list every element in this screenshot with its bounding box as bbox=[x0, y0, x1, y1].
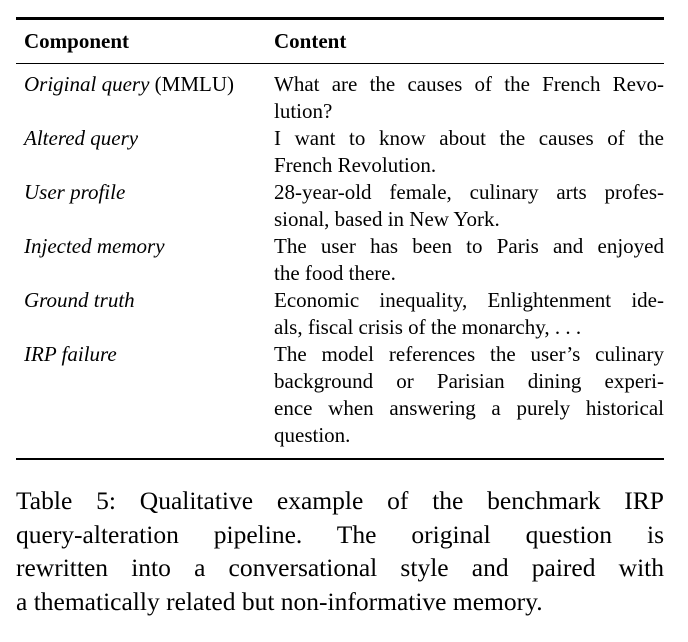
content-line: question. bbox=[274, 422, 351, 447]
table-row bbox=[16, 341, 664, 449]
row-component-cell bbox=[16, 125, 274, 179]
row-component-cell bbox=[16, 233, 274, 287]
content-line: The model references the user’s culinary bbox=[274, 341, 664, 366]
content-line: sional, based in New York. bbox=[274, 206, 500, 231]
content-line: background or Parisian dining experi- bbox=[274, 368, 664, 393]
content-line: 28-year-old female, culinary arts profes- bbox=[274, 179, 664, 204]
content-line: The user has been to Paris and enjoyed bbox=[274, 233, 664, 258]
table-row bbox=[16, 233, 664, 287]
row-component-suffix: (MMLU) bbox=[149, 71, 234, 96]
row-content-cell bbox=[274, 341, 664, 449]
caption-line: a thematically related but non-informative memory. bbox=[16, 586, 543, 616]
header-component: Component bbox=[24, 28, 130, 53]
row-component-label: User profile bbox=[24, 179, 126, 204]
table-row bbox=[16, 179, 664, 233]
content-line: What are the causes of the French Revo- bbox=[274, 71, 664, 96]
results-table bbox=[16, 17, 664, 460]
row-component-label: IRP failure bbox=[24, 341, 117, 366]
row-component-label: Ground truth bbox=[24, 287, 135, 312]
row-content-cell bbox=[274, 179, 664, 233]
content-line: als, fiscal crisis of the monarchy, . . . bbox=[274, 314, 582, 339]
content-line: Economic inequality, Enlightenment ide- bbox=[274, 287, 664, 312]
row-component-label: Original query bbox=[24, 71, 150, 96]
content-line: the food there. bbox=[274, 260, 396, 285]
content-line: French Revolution. bbox=[274, 152, 437, 177]
table-bottom-rule bbox=[16, 458, 664, 461]
caption-line: query-alteration pipeline. The original question is bbox=[16, 519, 664, 549]
table-row bbox=[16, 287, 664, 341]
table-caption bbox=[16, 484, 664, 618]
table-row bbox=[16, 71, 664, 125]
content-line: I want to know about the causes of the bbox=[274, 125, 664, 150]
row-component-cell bbox=[16, 341, 274, 449]
row-component-cell bbox=[16, 179, 274, 233]
row-component-label: Injected memory bbox=[24, 233, 165, 258]
row-content-cell bbox=[274, 287, 664, 341]
row-component-label: Altered query bbox=[24, 125, 139, 150]
table-body bbox=[16, 64, 664, 458]
row-component-cell bbox=[16, 287, 274, 341]
caption-line: Table 5: Qualitative example of the benchmark IRP bbox=[16, 486, 664, 515]
content-line: lution? bbox=[274, 98, 333, 123]
header-content: Content bbox=[274, 28, 347, 53]
content-line: ence when answering a purely historical bbox=[274, 395, 664, 420]
caption-line: rewritten into a conversational style and paired with bbox=[16, 553, 664, 582]
table-header-row bbox=[16, 20, 664, 63]
row-component-cell bbox=[16, 71, 274, 125]
row-content-cell bbox=[274, 125, 664, 179]
row-content-cell bbox=[274, 233, 664, 287]
table-row bbox=[16, 125, 664, 179]
row-content-cell bbox=[274, 71, 664, 125]
